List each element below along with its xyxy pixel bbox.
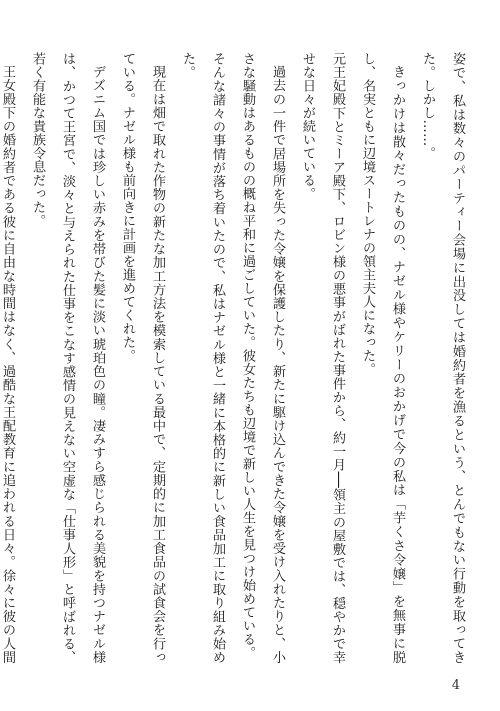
paragraph: 姿で、私は数々のパーティー会場に出没しては婚約者を漁るという、とんでもない行動を取ってきた。しかし……。 [420,52,465,664]
page-number: 4 [451,678,460,693]
paragraph: 元王妃殿下とミーア殿下、ロビン様の悪事がばれた事件から、約一月──領主の屋敷では、穏やかで幸せな日々が続いている。 [300,52,345,664]
paragraph: 現在は畑で取れた作物の新たな加工方法を模索している最中で、定期的に加工食品の試食会を行っている。ナゼル様も前向きに計画を進めてくれた。 [120,52,165,664]
paragraph: デズニム国では珍しい赤みを帯びた髪に淡い琥珀色の瞳。凄みすら感じられる美貌を持つナゼル様は、かつて王宮で、淡々と与えられた仕事をこなす感情の見えない空虚な「仕事人形」と呼ばれる、若く有能な貴族令息だった。 [30,52,105,664]
novel-page-text [0,52,472,664]
paragraph: そんな諸々の事情が落ち着いたので、私はナゼル様と一緒に本格的に新しい食品加工に取り組み始めた。 [180,52,225,664]
paragraph: きっかけは散々だったものの、ナゼル様やケリーのおかげで今の私は「芋くさ令嬢」を無事に脱し、名実ともに辺境スートレナの領主夫人になった。 [360,52,405,664]
paragraph: 王女殿下の婚約者である彼に自由な時間はなく、過酷な王配教育に追われる日々。徐々に彼の人間 [0,65,15,664]
paragraph: 過去の一件で居場所を失った令嬢を保護したり、新たに駆け込んできた令嬢を受け入れたりと、小さな騒動はあるものの概ね平和に過ごしていた。彼女たちも辺境で新しい人生を見つけ始めている。 [240,52,285,664]
